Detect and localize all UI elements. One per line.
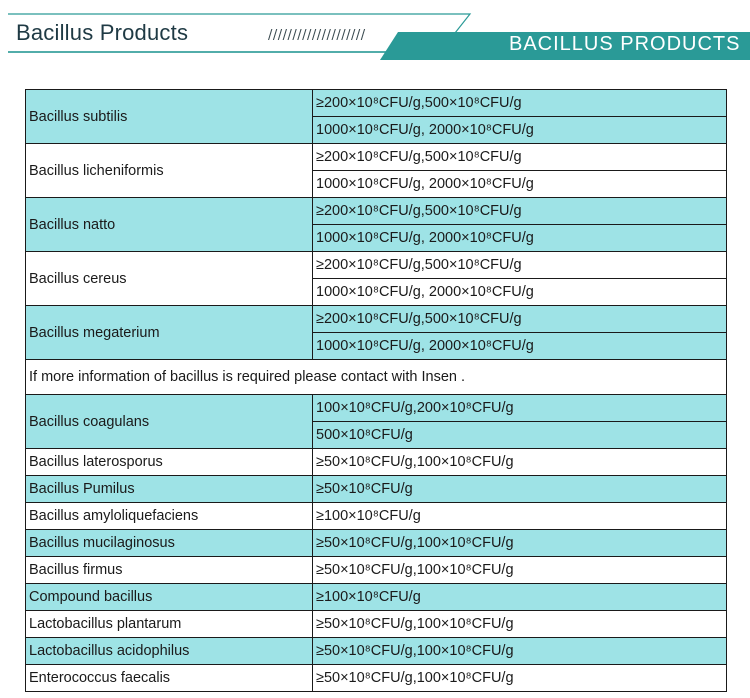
product-spec: ≥50×10⁸CFU/g	[313, 476, 727, 503]
table-row	[26, 306, 727, 333]
product-spec: ≥200×10⁸CFU/g,500×10⁸CFU/g	[313, 306, 727, 333]
product-spec: ≥100×10⁸CFU/g	[313, 503, 727, 530]
table-row	[26, 476, 727, 503]
table-row	[26, 90, 727, 117]
header-banner	[0, 0, 750, 62]
product-name: Compound bacillus	[26, 584, 313, 611]
table-row	[26, 360, 727, 395]
product-name: Bacillus laterosporus	[26, 449, 313, 476]
product-spec: 500×10⁸CFU/g	[313, 422, 727, 449]
product-name: Bacillus natto	[26, 198, 313, 252]
product-name: Bacillus cereus	[26, 252, 313, 306]
product-name: Bacillus amyloliquefaciens	[26, 503, 313, 530]
table-row	[26, 198, 727, 225]
product-spec: 1000×10⁸CFU/g, 2000×10⁸CFU/g	[313, 279, 727, 306]
product-name: Bacillus mucilaginosus	[26, 530, 313, 557]
table-row	[26, 395, 727, 422]
table-row	[26, 252, 727, 279]
product-name: Lactobacillus acidophilus	[26, 638, 313, 665]
product-name: Bacillus megaterium	[26, 306, 313, 360]
product-spec: ≥50×10⁸CFU/g,100×10⁸CFU/g	[313, 611, 727, 638]
hatch-decoration: ////////////////////	[268, 28, 366, 43]
product-spec: ≥100×10⁸CFU/g	[313, 584, 727, 611]
product-spec: ≥200×10⁸CFU/g,500×10⁸CFU/g	[313, 90, 727, 117]
product-spec: 1000×10⁸CFU/g, 2000×10⁸CFU/g	[313, 117, 727, 144]
product-spec: 100×10⁸CFU/g,200×10⁸CFU/g	[313, 395, 727, 422]
product-spec: 1000×10⁸CFU/g, 2000×10⁸CFU/g	[313, 171, 727, 198]
table-row	[26, 638, 727, 665]
table-row	[26, 530, 727, 557]
table-row	[26, 449, 727, 476]
product-spec: ≥50×10⁸CFU/g,100×10⁸CFU/g	[313, 530, 727, 557]
product-spec: ≥50×10⁸CFU/g,100×10⁸CFU/g	[313, 557, 727, 584]
product-spec: ≥200×10⁸CFU/g,500×10⁸CFU/g	[313, 198, 727, 225]
product-spec: ≥50×10⁸CFU/g,100×10⁸CFU/g	[313, 665, 727, 692]
product-name: Bacillus coagulans	[26, 395, 313, 449]
page-title: Bacillus Products	[16, 20, 189, 45]
product-name: Bacillus subtilis	[26, 90, 313, 144]
product-spec: 1000×10⁸CFU/g, 2000×10⁸CFU/g	[313, 333, 727, 360]
product-name: Enterococcus faecalis	[26, 665, 313, 692]
product-name: Lactobacillus plantarum	[26, 611, 313, 638]
product-spec: ≥200×10⁸CFU/g,500×10⁸CFU/g	[313, 252, 727, 279]
table-row	[26, 144, 727, 171]
contact-note: If more information of bacillus is required please contact with Insen .	[26, 360, 727, 395]
table-row	[26, 611, 727, 638]
product-spec: 1000×10⁸CFU/g, 2000×10⁸CFU/g	[313, 225, 727, 252]
product-spec: ≥50×10⁸CFU/g,100×10⁸CFU/g	[313, 638, 727, 665]
product-spec: ≥50×10⁸CFU/g,100×10⁸CFU/g	[313, 449, 727, 476]
product-spec: ≥200×10⁸CFU/g,500×10⁸CFU/g	[313, 144, 727, 171]
banner-title: BACILLUS PRODUCTS	[509, 33, 741, 55]
table-row	[26, 503, 727, 530]
product-name: Bacillus firmus	[26, 557, 313, 584]
product-table	[25, 89, 727, 692]
table-row	[26, 557, 727, 584]
product-name: Bacillus Pumilus	[26, 476, 313, 503]
product-name: Bacillus licheniformis	[26, 144, 313, 198]
table-row	[26, 665, 727, 692]
table-row	[26, 584, 727, 611]
